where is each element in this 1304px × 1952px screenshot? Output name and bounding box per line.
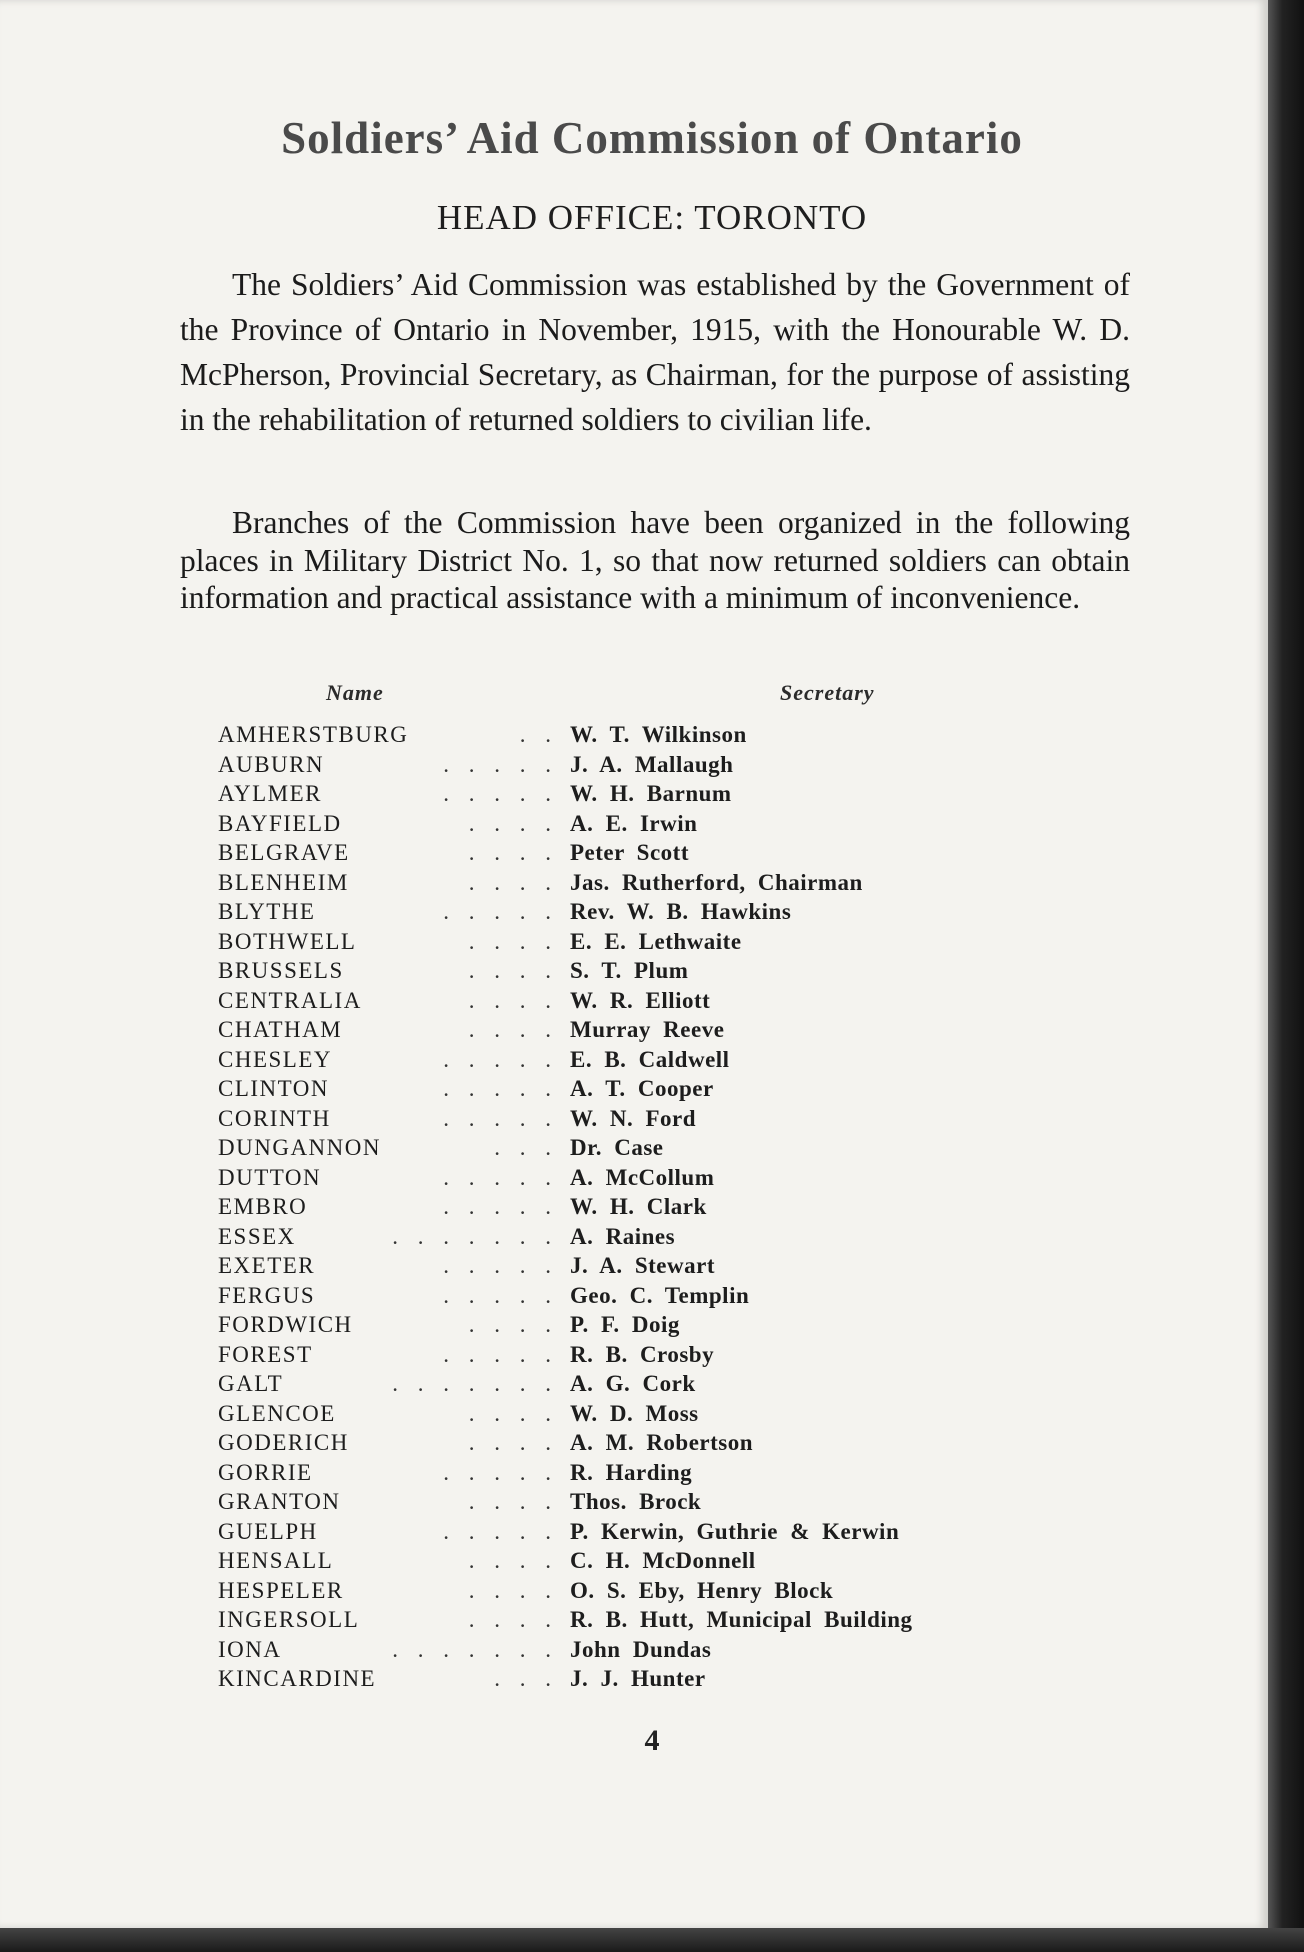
leader-dots: . . . . . xyxy=(443,1518,558,1544)
branches-paragraph: Branches of the Commission have been organized in the following places in Military District No. 1, so that now returned soldiers can obtain information and practical assistance with a minimum of inconvenience. xyxy=(180,505,1130,615)
branch-town: CHATHAM xyxy=(218,1017,343,1042)
leader-dots: . . . . . xyxy=(443,751,558,777)
branch-secretary: Geo. C. Templin xyxy=(570,1282,750,1308)
list-item xyxy=(218,1312,1018,1342)
list-item xyxy=(218,722,1018,752)
branch-secretary: W. D. Moss xyxy=(570,1400,699,1426)
leader-dots: . . . . . xyxy=(443,781,558,806)
head-office-subtitle: HEAD OFFICE: TORONTO xyxy=(436,198,868,237)
leader-dots: . . . . . xyxy=(443,1164,558,1190)
branch-town: EMBRO xyxy=(218,1194,308,1219)
branch-town: CENTRALIA xyxy=(218,987,362,1013)
branch-town: BELGRAVE xyxy=(218,840,350,865)
branch-town: DUTTON xyxy=(218,1164,322,1190)
branch-secretary: W. N. Ford xyxy=(570,1105,697,1131)
leader-dots: . . . . . xyxy=(443,899,558,924)
branch-secretary: E. B. Caldwell xyxy=(570,1046,730,1072)
branch-secretary: Dr. Case xyxy=(570,1135,664,1160)
list-item xyxy=(218,752,1018,782)
branch-secretary: C. H. McDonnell xyxy=(570,1548,756,1573)
page-number: 4 xyxy=(644,1724,660,1757)
list-item xyxy=(218,1194,1018,1224)
page-title: Soldiers’ Aid Commission of Ontario xyxy=(281,113,1023,163)
branch-secretary: A. G. Cork xyxy=(570,1371,696,1396)
list-item xyxy=(218,1489,1018,1519)
branch-town: BRUSSELS xyxy=(218,958,344,983)
branch-town: KINCARDINE xyxy=(218,1666,377,1691)
branch-town: HESPELER xyxy=(218,1577,344,1603)
branch-secretary: O. S. Eby, Henry Block xyxy=(570,1577,834,1603)
branch-secretary: P. Kerwin, Guthrie & Kerwin xyxy=(570,1518,900,1544)
leader-dots: . . . . xyxy=(468,1607,558,1632)
list-item xyxy=(218,1371,1018,1401)
branch-town: GODERICH xyxy=(218,1430,349,1455)
leader-dots: . . . . . . . xyxy=(392,1636,558,1662)
binding-edge xyxy=(1268,0,1304,1952)
leader-dots: . . . . xyxy=(468,1312,558,1337)
leader-dots: . . . . xyxy=(468,928,558,954)
leader-dots: . . . . . xyxy=(443,1194,558,1219)
branch-town: CORINTH xyxy=(218,1105,331,1131)
branch-town: GRANTON xyxy=(218,1489,341,1514)
branch-secretary: Rev. W. B. Hawkins xyxy=(570,899,792,924)
list-item xyxy=(218,1106,1018,1136)
branch-secretary: W. T. Wilkinson xyxy=(570,722,747,747)
leader-dots: . . . . xyxy=(468,1489,558,1514)
leader-dots: . . . . xyxy=(468,1548,558,1573)
branch-town: GUELPH xyxy=(218,1518,318,1544)
leader-dots: . . . . xyxy=(468,840,558,865)
leader-dots: . . . xyxy=(494,1135,558,1160)
list-item xyxy=(218,1578,1018,1608)
list-item xyxy=(218,929,1018,959)
scan-bottom-edge xyxy=(0,1928,1304,1952)
branch-secretary: E. E. Lethwaite xyxy=(570,928,742,954)
branch-secretary: W. H. Barnum xyxy=(570,781,732,806)
branch-town: FORDWICH xyxy=(218,1312,353,1337)
list-item xyxy=(218,1047,1018,1077)
list-item xyxy=(218,1283,1018,1313)
list-item xyxy=(218,988,1018,1018)
list-item xyxy=(218,958,1018,988)
leader-dots: . . . xyxy=(494,1666,558,1691)
list-item xyxy=(218,1342,1018,1372)
branch-secretary: S. T. Plum xyxy=(570,958,689,983)
list-item xyxy=(218,1224,1018,1254)
branch-town: AYLMER xyxy=(218,781,322,806)
branch-secretary: J. J. Hunter xyxy=(570,1666,706,1691)
branch-list xyxy=(218,722,1018,1696)
list-item xyxy=(218,1135,1018,1165)
branch-town: BLYTHE xyxy=(218,899,316,924)
leader-dots: . . . . . . . xyxy=(392,1371,558,1396)
list-item xyxy=(218,1666,1018,1696)
branch-town: AMHERSTBURG xyxy=(218,722,409,747)
leader-dots: . . . . xyxy=(468,1577,558,1603)
leader-dots: . . . . xyxy=(468,958,558,983)
branch-town: AUBURN xyxy=(218,751,325,777)
leader-dots: . . . . . xyxy=(443,1253,558,1278)
branch-town: INGERSOLL xyxy=(218,1607,360,1632)
leader-dots: . . . . xyxy=(468,810,558,836)
branch-secretary: W. H. Clark xyxy=(570,1194,707,1219)
branch-town: ESSEX xyxy=(218,1223,296,1249)
branch-secretary: W. R. Elliott xyxy=(570,987,711,1013)
list-item xyxy=(218,1165,1018,1195)
branch-secretary: Murray Reeve xyxy=(570,1017,725,1042)
branch-secretary: A. M. Robertson xyxy=(570,1430,754,1455)
branch-secretary: A. E. Irwin xyxy=(570,810,698,836)
branch-town: BOTHWELL xyxy=(218,928,357,954)
list-item xyxy=(218,1637,1018,1667)
branch-town: BLENHEIM xyxy=(218,869,349,895)
branch-town: IONA xyxy=(218,1636,282,1662)
branch-town: EXETER xyxy=(218,1253,316,1278)
list-item xyxy=(218,1460,1018,1490)
branch-town: FERGUS xyxy=(218,1282,316,1308)
branch-secretary: P. F. Doig xyxy=(570,1312,680,1337)
branch-secretary: A. T. Cooper xyxy=(570,1076,714,1101)
leader-dots: . . . . . . . xyxy=(392,1223,558,1249)
leader-dots: . . . . . xyxy=(443,1076,558,1101)
leader-dots: . . . . . xyxy=(443,1105,558,1131)
list-item xyxy=(218,1401,1018,1431)
branch-secretary: A. Raines xyxy=(570,1223,676,1249)
branch-secretary: R. B. Crosby xyxy=(570,1341,715,1367)
branch-town: GALT xyxy=(218,1371,284,1396)
branch-secretary: J. A. Mallaugh xyxy=(570,751,734,777)
list-item xyxy=(218,811,1018,841)
branch-town: CHESLEY xyxy=(218,1046,332,1072)
branch-town: FOREST xyxy=(218,1341,313,1367)
leader-dots: . . . . xyxy=(468,1017,558,1042)
branch-town: BAYFIELD xyxy=(218,810,342,836)
branch-secretary: Peter Scott xyxy=(570,840,689,865)
branch-secretary: Jas. Rutherford, Chairman xyxy=(570,869,863,895)
leader-dots: . . . . . xyxy=(443,1341,558,1367)
column-header-secretary: Secretary xyxy=(780,680,875,705)
branch-secretary: A. McCollum xyxy=(570,1164,715,1190)
list-item xyxy=(218,870,1018,900)
leader-dots: . . . . xyxy=(468,1400,558,1426)
branch-secretary: John Dundas xyxy=(570,1636,712,1662)
leader-dots: . . . . . xyxy=(443,1046,558,1072)
branch-town: DUNGANNON xyxy=(218,1135,381,1160)
leader-dots: . . . . xyxy=(468,987,558,1013)
branch-secretary: Thos. Brock xyxy=(570,1489,702,1514)
list-item xyxy=(218,1607,1018,1637)
list-item xyxy=(218,1253,1018,1283)
branch-secretary: R. Harding xyxy=(570,1459,693,1485)
list-item xyxy=(218,781,1018,811)
leader-dots: . . xyxy=(519,722,558,747)
list-item xyxy=(218,1076,1018,1106)
branch-secretary: J. A. Stewart xyxy=(570,1253,715,1278)
list-item xyxy=(218,899,1018,929)
leader-dots: . . . . xyxy=(468,1430,558,1455)
list-item xyxy=(218,1548,1018,1578)
list-item xyxy=(218,1519,1018,1549)
branch-town: GORRIE xyxy=(218,1459,313,1485)
leader-dots: . . . . . xyxy=(443,1459,558,1485)
list-item xyxy=(218,840,1018,870)
intro-paragraph: The Soldiers’ Aid Commission was established by the Government of the Province of Ontario in November, 1915, with the Honourable W. D. McPherson, Provincial Secretary, as Chairman, for the purpose of assisting in the rehabilitation of returned soldiers to civilian life. xyxy=(180,267,1130,437)
list-item xyxy=(218,1017,1018,1047)
leader-dots: . . . . . xyxy=(443,1282,558,1308)
branch-town: GLENCOE xyxy=(218,1400,336,1426)
list-item xyxy=(218,1430,1018,1460)
branch-secretary: R. B. Hutt, Municipal Building xyxy=(570,1607,913,1632)
branch-town: HENSALL xyxy=(218,1548,334,1573)
leader-dots: . . . . xyxy=(468,869,558,895)
branch-town: CLINTON xyxy=(218,1076,330,1101)
column-header-name: Name xyxy=(326,680,384,705)
